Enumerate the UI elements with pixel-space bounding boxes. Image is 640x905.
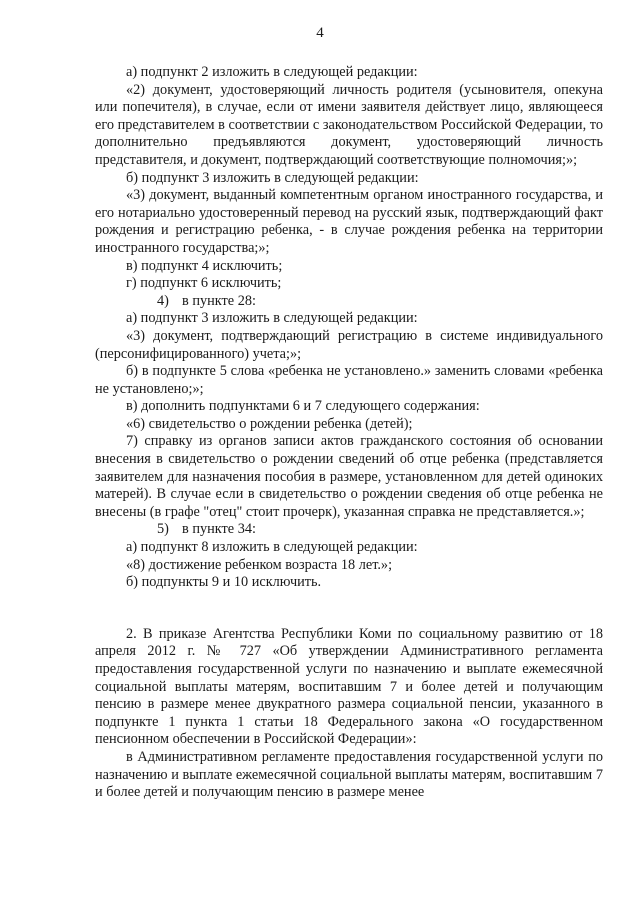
paragraph: «3) документ, подтверждающий регистрацию в системе индивидуального (персонифицированного) учета;»; <box>95 327 603 362</box>
section-gap <box>95 592 603 626</box>
item-text: в пункте 34: <box>182 521 256 538</box>
paragraph: б) подпункт 3 изложить в следующей редакции: <box>126 169 419 186</box>
paragraph: б) подпункты 9 и 10 исключить. <box>126 574 322 591</box>
paragraph: «3) документ, выданный компетентным органом иностранного государства, и его нотариально удостоверенный перевод на русский язык, подтверждающий факт рождения и регистрацию ребенка, - в случае рождения ребенка на территории иностранного государства;»; <box>95 187 603 256</box>
item-text: в пункте 28: <box>182 292 256 309</box>
paragraph: а) подпункт 8 изложить в следующей редакции: <box>126 539 418 556</box>
paragraph: «8) достижение ребенком возраста 18 лет.»; <box>126 556 393 573</box>
paragraph: «6) свидетельство о рождении ребенка (детей); <box>126 415 413 432</box>
page-number: 4 <box>316 25 324 41</box>
paragraph: г) подпункт 6 исключить; <box>126 275 282 292</box>
paragraph: а) подпункт 2 изложить в следующей редакции: <box>126 64 418 80</box>
paragraph: б) в подпункте 5 слова «ребенка не установлено.» заменить словами «ребенка не установлено;»; <box>95 363 603 397</box>
paragraph: в) подпункт 4 исключить; <box>126 257 283 274</box>
item-number: 4) <box>157 292 169 309</box>
paragraph <box>95 293 603 311</box>
paragraph <box>95 521 603 539</box>
document-body <box>95 64 603 802</box>
paragraph: в Административном регламенте предоставления государственной услуги по назначению и выплате ежемесячной социальной выплаты матерям, воспитавшим 7 и более детей и получающим пенсию в размере менее <box>95 748 603 801</box>
paragraph: в) дополнить подпунктами 6 и 7 следующего содержания: <box>126 398 480 415</box>
item-number: 5) <box>157 521 169 538</box>
paragraph: «2) документ, удостоверяющий личность родителя (усыновителя, опекуна или попечителя), в случае, если от имени заявителя действует лицо, являющееся его представителем в соответствии с законодательством Российской Федерации, то дополнительно предъявляются документ, удостоверяющий личность представителя, и документ, подтверждающий соответствующие полномочия;»; <box>95 81 603 168</box>
paragraph: а) подпункт 3 изложить в следующей редакции: <box>126 310 418 327</box>
paragraph: 2. В приказе Агентства Республики Коми по социальному развитию от 18 апреля 2012 г. № 727 «Об утверждении Административного регламента предоставления государственной услуги по назначению и выплате ежемесячной социальной выплаты матерям, воспитавшим 7 и более детей и получающим пенсию в размере менее двукратного размера социальной пенсии, указанного в подпункте 1 пункта 1 статьи 18 Федерального закона «О государственном пенсионном обеспечении в Российской Федерации»: <box>95 625 603 748</box>
paragraph: 7) справку из органов записи актов гражданского состояния об основании внесения в свидетельство о рождении сведений об отце ребенка (представляется заявителем для назначения пособия в размере, установленном для детей одиноких матерей). В случае если в свидетельство о рождении сведения об отце ребенка не внесены (в графе "отец" стоит прочерк), указанная справка не представляется.»; <box>95 433 603 520</box>
